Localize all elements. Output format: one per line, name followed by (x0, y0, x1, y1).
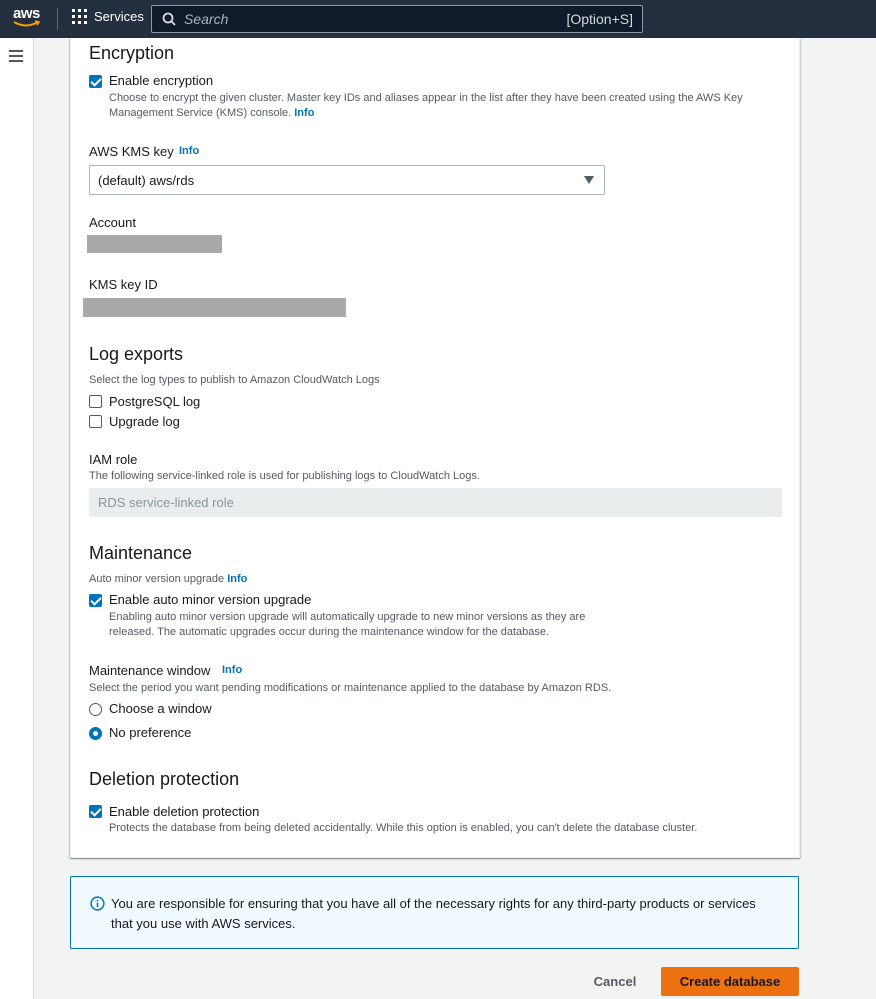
kms-key-info-link[interactable]: Info (179, 145, 200, 157)
caret-down-icon (584, 176, 594, 184)
auto-minor-upgrade-description: Enabling auto minor version upgrade will automatically upgrade to new minor versions as they are released. The automatic upgrades occur during the maintenance window for the database. (109, 611, 586, 638)
alert-text: You are responsible for ensuring that you have all of the necessary rights for any third-party products or services that you use with AWS services. (111, 896, 756, 931)
aws-logo-text: aws (13, 5, 40, 22)
log-exports-description: Select the log types to publish to Amazon CloudWatch Logs (89, 374, 380, 386)
nav-divider (57, 8, 58, 30)
side-navigation-rail (0, 38, 34, 999)
enable-encryption-label[interactable]: Enable encryption (109, 73, 214, 88)
choose-window-label[interactable]: Choose a window (109, 701, 212, 716)
postgresql-log-label[interactable]: PostgreSQL log (109, 394, 201, 409)
upgrade-log-checkbox[interactable] (89, 415, 102, 428)
iam-role-input-disabled (89, 488, 782, 517)
iam-role-value: RDS service-linked role (98, 495, 234, 510)
enable-encryption-checkbox[interactable] (89, 75, 102, 88)
maintenance-heading: Maintenance (89, 543, 193, 563)
iam-role-label: IAM role (89, 452, 138, 467)
aws-logo[interactable] (13, 6, 43, 32)
search-placeholder: Search (184, 11, 229, 27)
auto-minor-upgrade-info-link[interactable]: Info (227, 573, 248, 585)
kms-key-id-value-redacted (83, 298, 346, 317)
enable-encryption-desc-text: Choose to encrypt the given cluster. Master key IDs and aliases appear in the list after they have been created using the AWS Key Management Service (KMS) console. (109, 92, 743, 119)
search-icon (162, 12, 176, 26)
services-label: Services (94, 9, 144, 24)
kms-key-label: AWS KMS key (89, 144, 174, 159)
grid-icon (72, 9, 87, 24)
enable-encryption-description (109, 91, 759, 121)
auto-minor-upgrade-checkbox[interactable] (89, 594, 102, 607)
auto-minor-upgrade-checkbox-label[interactable]: Enable auto minor version upgrade (109, 592, 312, 607)
third-party-rights-alert (70, 876, 799, 949)
maintenance-window-description: Select the period you want pending modifications or maintenance applied to the database by Amazon RDS. (89, 682, 612, 694)
deletion-protection-checkbox[interactable] (89, 805, 102, 818)
settings-card (70, 38, 800, 858)
log-exports-heading: Log exports (89, 344, 184, 364)
services-menu-button[interactable] (72, 9, 144, 24)
maintenance-window-info-link[interactable]: Info (222, 664, 243, 676)
account-label: Account (89, 215, 136, 230)
choose-window-radio[interactable] (89, 703, 102, 716)
search-shortcut-hint: [Option+S] (566, 11, 633, 27)
postgresql-log-checkbox[interactable] (89, 395, 102, 408)
upgrade-log-label[interactable]: Upgrade log (109, 414, 180, 429)
auto-minor-upgrade-label (89, 572, 247, 587)
search-input[interactable] (151, 5, 643, 33)
maintenance-window-label: Maintenance window (89, 663, 211, 678)
kms-key-id-label: KMS key ID (89, 277, 158, 292)
hamburger-menu-icon[interactable] (9, 50, 23, 62)
create-database-button[interactable]: Create database (661, 967, 799, 996)
no-preference-radio[interactable] (89, 727, 102, 740)
info-circle-icon (90, 896, 105, 911)
iam-role-description: The following service-linked role is used for publishing logs to CloudWatch Logs. (89, 470, 480, 482)
deletion-protection-label[interactable]: Enable deletion protection (109, 804, 260, 819)
cancel-button[interactable]: Cancel (581, 967, 649, 996)
encryption-info-link[interactable]: Info (294, 107, 315, 119)
auto-minor-upgrade-label-text: Auto minor version upgrade (89, 573, 225, 585)
encryption-heading: Encryption (89, 43, 175, 63)
deletion-protection-heading: Deletion protection (89, 769, 240, 789)
kms-key-selected-value: (default) aws/rds (98, 172, 195, 188)
no-preference-label[interactable]: No preference (109, 725, 192, 740)
kms-key-select[interactable] (89, 165, 605, 195)
deletion-protection-description: Protects the database from being deleted accidentally. While this option is enabled, you can't delete the database cluster. (109, 822, 698, 834)
account-value-redacted (87, 235, 222, 253)
top-navigation (0, 0, 876, 38)
